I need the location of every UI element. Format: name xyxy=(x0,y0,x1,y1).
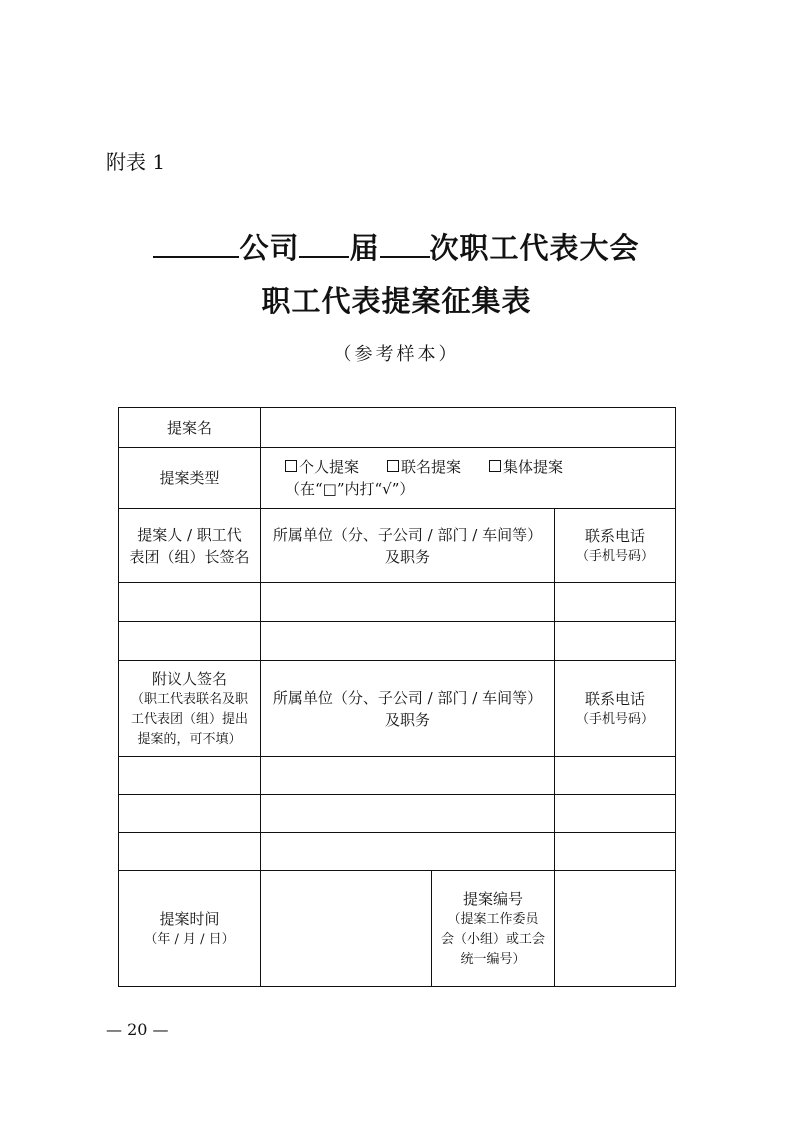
proposal-name-field[interactable] xyxy=(261,408,676,448)
proposer-signature-field[interactable] xyxy=(119,622,261,661)
cosigner-note-line2: 工代表团（组）提出 xyxy=(130,711,248,727)
proposal-type-label: 提案类型 xyxy=(119,448,261,509)
cosigner-note-line3: 提案的，可不填） xyxy=(137,731,242,747)
unit-label xyxy=(261,509,555,583)
option-collective-label: 集体提案 xyxy=(503,458,564,476)
proposer-row xyxy=(119,583,676,622)
cosigner-unit-field[interactable] xyxy=(261,795,555,833)
type-options xyxy=(285,456,671,478)
cosigner-signature-field[interactable] xyxy=(119,833,261,871)
number-label xyxy=(432,871,555,987)
title-company: 公司 xyxy=(239,231,300,265)
number-note-line2: 会（小组）或工会 xyxy=(440,931,545,947)
proposer-label-line2: 表团（组）长签名 xyxy=(129,547,250,566)
blank-company[interactable] xyxy=(153,230,239,258)
title-meeting: 次职工代表大会 xyxy=(429,231,640,265)
title-line-2: 职工代表提案征集表 xyxy=(261,284,532,318)
title-line-1 xyxy=(0,226,793,267)
unit-label-line2: 及职务 xyxy=(384,547,430,566)
cosigner-unit-field[interactable] xyxy=(261,833,555,871)
proposal-type-field xyxy=(261,448,676,509)
option-individual[interactable] xyxy=(285,456,359,478)
proposer-signature-field[interactable] xyxy=(119,583,261,622)
option-collective[interactable] xyxy=(489,456,563,478)
cosigner-unit-field[interactable] xyxy=(261,757,555,795)
proposer-phone-field[interactable] xyxy=(555,583,676,622)
unit-label-line1: 所属单位（分、子公司 / 部门 / 车间等） xyxy=(272,525,543,544)
proposer-phone-field[interactable] xyxy=(555,622,676,661)
phone-label-sub: （手机号码） xyxy=(575,548,654,564)
proposer-unit-field[interactable] xyxy=(261,583,555,622)
title-session: 届 xyxy=(349,231,380,265)
time-field[interactable] xyxy=(261,871,432,987)
cosigner-note-line1: （职工代表联名及职 xyxy=(130,691,248,707)
cosigner-signature-field[interactable] xyxy=(119,757,261,795)
blank-session[interactable] xyxy=(299,230,349,258)
proposal-name-label: 提案名 xyxy=(119,408,261,448)
cosigner-row xyxy=(119,833,676,871)
cosigner-phone-field[interactable] xyxy=(555,795,676,833)
time-label-sub: （年 / 月 / 日） xyxy=(144,931,235,947)
row-time-number xyxy=(119,871,676,987)
row-proposal-type xyxy=(119,448,676,509)
cosigner-phone-label xyxy=(555,661,676,757)
cosigner-row xyxy=(119,757,676,795)
proposer-label xyxy=(119,509,261,583)
proposer-row xyxy=(119,622,676,661)
option-individual-label: 个人提案 xyxy=(299,458,360,476)
unit-label-line1: 所属单位（分、子公司 / 部门 / 车间等） xyxy=(272,688,543,707)
appendix-label: 附表 1 xyxy=(106,150,166,174)
page-number: — 20 — xyxy=(106,1020,169,1039)
proposal-form-table xyxy=(118,407,676,987)
phone-label-text: 联系电话 xyxy=(584,689,645,708)
number-note-line1: （提案工作委员 xyxy=(447,911,539,927)
cosigner-unit-label xyxy=(261,661,555,757)
row-proposal-name xyxy=(119,408,676,448)
checkbox-icon[interactable] xyxy=(489,460,501,472)
unit-label-line2: 及职务 xyxy=(384,710,430,729)
time-label-text: 提案时间 xyxy=(159,909,220,928)
time-label xyxy=(119,871,261,987)
option-joint-label: 联名提案 xyxy=(401,458,462,476)
proposer-unit-field[interactable] xyxy=(261,622,555,661)
cosigner-label-text: 附议人签名 xyxy=(151,669,227,688)
option-joint[interactable] xyxy=(387,456,461,478)
number-note-line3: 统一编号） xyxy=(460,951,526,967)
cosigner-label xyxy=(119,661,261,757)
phone-label-text: 联系电话 xyxy=(584,526,645,545)
cosigner-signature-field[interactable] xyxy=(119,795,261,833)
type-instruction: （在“□”内打“√”） xyxy=(285,480,415,498)
blank-meeting[interactable] xyxy=(380,230,430,258)
phone-label-sub: （手机号码） xyxy=(575,711,654,727)
phone-label xyxy=(555,509,676,583)
proposer-label-line1: 提案人 / 职工代 xyxy=(137,525,242,544)
number-field[interactable] xyxy=(555,871,676,987)
row-proposer-header xyxy=(119,509,676,583)
cosigner-phone-field[interactable] xyxy=(555,833,676,871)
row-cosigner-header xyxy=(119,661,676,757)
cosigner-phone-field[interactable] xyxy=(555,757,676,795)
cosigner-row xyxy=(119,795,676,833)
checkbox-icon[interactable] xyxy=(285,460,297,472)
checkbox-icon[interactable] xyxy=(387,460,399,472)
subtitle: （参考样本） xyxy=(333,344,460,365)
number-label-text: 提案编号 xyxy=(462,889,523,908)
